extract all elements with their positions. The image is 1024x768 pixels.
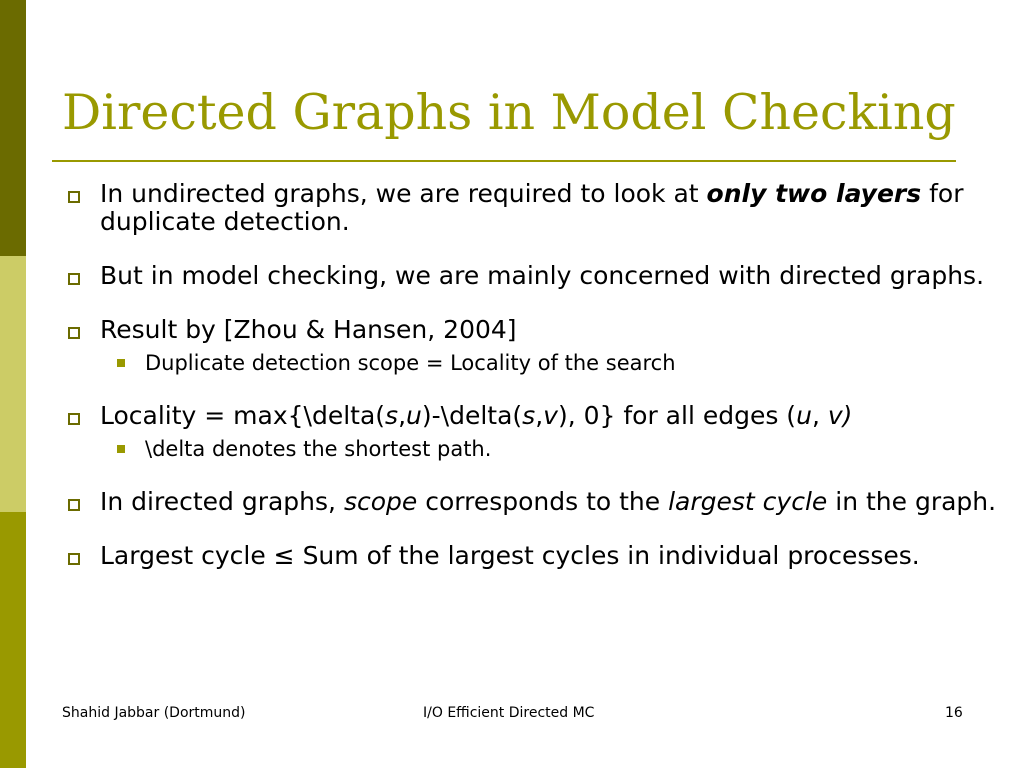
side-bar-dark [0, 0, 26, 256]
bullet-item: In directed graphs, scope corresponds to the largest cycle in the graph. [64, 488, 1004, 516]
hollow-square-bullet-icon [68, 191, 80, 203]
hollow-square-bullet-icon [68, 327, 80, 339]
bullet-item: Largest cycle ≤ Sum of the largest cycles in individual processes. [64, 542, 1004, 570]
side-bar-light [0, 256, 26, 512]
sub-bullet-item: Duplicate detection scope = Locality of the search [100, 350, 1004, 376]
slide-title: Directed Graphs in Model Checking [62, 84, 956, 141]
filled-square-bullet-icon [117, 445, 125, 453]
emphasis: only two layers [706, 179, 922, 208]
hollow-square-bullet-icon [68, 553, 80, 565]
hollow-square-bullet-icon [68, 273, 80, 285]
hollow-square-bullet-icon [68, 413, 80, 425]
bullet-item: Locality = max{\delta(s,u)-\delta(s,v), 0} for all edges (u, v) \delta denotes the shortest path. [64, 402, 1004, 462]
bullet-item: Result by [Zhou & Hansen, 2004] Duplicate detection scope = Locality of the search [64, 316, 1004, 376]
footer-title: I/O Efficient Directed MC [423, 705, 595, 721]
side-bar-olive [0, 512, 26, 768]
slide-content [64, 180, 1004, 570]
sub-bullet-item: \delta denotes the shortest path. [100, 436, 1004, 462]
title-rule [52, 160, 956, 162]
bullet-item: But in model checking, we are mainly concerned with directed graphs. [64, 262, 1004, 290]
hollow-square-bullet-icon [68, 499, 80, 511]
footer-author: Shahid Jabbar (Dortmund) [62, 705, 246, 721]
page-number: 16 [945, 705, 963, 721]
filled-square-bullet-icon [117, 359, 125, 367]
bullet-item: In undirected graphs, we are required to look at only two layers for duplicate detection. [64, 180, 1004, 236]
